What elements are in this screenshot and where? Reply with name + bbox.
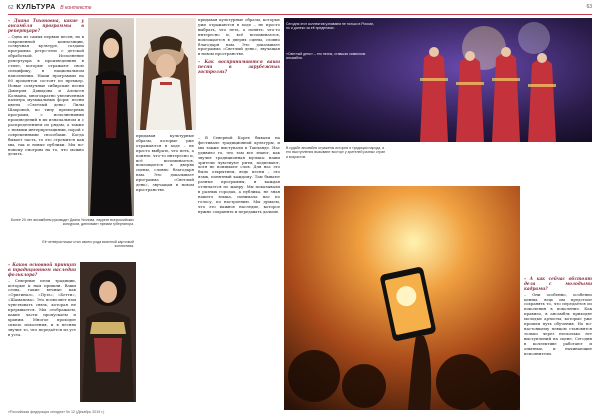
interview-question-3: – Как воспринимаются ваши песни в зарубежных гастролях?: [198, 58, 280, 74]
photo-concert-crowd-phone: [284, 186, 520, 410]
interview-question-2: – Каков основной принцип в традиционном наследии фольклора?: [8, 262, 76, 278]
photo-caption-stage-2-text: «Светлый день» – это песня, ставшая символом ансамбля.: [286, 52, 366, 61]
page-number-left: 62: [8, 5, 14, 11]
photo-caption-left-2: [34, 240, 134, 254]
section-subtitle: В контексте: [60, 5, 92, 11]
photo-singer-fur-hat: [136, 18, 196, 130]
page-header-left: [8, 4, 92, 11]
interview-answer-3: – В Северной Корее бывали на фестивале традиционной культуры, и мы также выступали в Таиланде. Нас удивило то, что там все знают, как звучит традиционная музыка: наши зрители чувствуют ритм, подпевают, хотя не понимают слов. Для нас это было открытием, ведь песни – это язык, понятный каждому. Там бывают разные программы, и каждая отличается по жанру. Мы показывали в разных городах, а публика, не зная нашего языка, понимала нас по голосу, по настроению. Мы думаем, что это важное наследие, которое нужно сохранять и передавать дальше.: [198, 136, 280, 214]
photo-caption-left: [8, 218, 134, 240]
interview-column-mid: [198, 136, 280, 270]
photo-caption-mid-text: В судьбе ансамбля отражены история и традиции народа, а его выступления вызывают восторг у зрителей разных стран и возрастов.: [286, 146, 386, 159]
photo-caption-stage: [286, 22, 378, 52]
interview-column-right: [524, 276, 592, 410]
photo-caption-left-2-text: Её четверостишье стал своего рода визитной карточкой коллектива.: [42, 240, 134, 249]
interview-question-4: – А как сейчас обстоят дела с молодыми кадрами?: [524, 276, 592, 292]
page-footer: «Российская федерация сегодня» № 12 (Декабрь 2019 г.): [8, 410, 105, 414]
photo-caption-stage-2: [286, 52, 378, 80]
interview-intro: придавая культурные образы, которые уже отражаются в ходе – не просто выбрать, что петь, а понять: что-то интересно и, всё вспоминается, воплощается в дверях сцены, словно благодаря нам. Это доказывает программа «Светлый день», звучащая в новом пространстве.: [198, 18, 280, 57]
photo-caption-mid: [286, 146, 386, 182]
interview-column-mid-left: [136, 134, 194, 258]
page-number-right: 63: [586, 4, 592, 10]
interview-question: – Диана Тихоновна, какие у ансамбля программы в репертуаре?: [8, 18, 84, 34]
interview-column-mid-top: [198, 18, 280, 136]
interview-column-left-bottom: [8, 262, 76, 410]
interview-column-left-top: [8, 18, 84, 198]
section-title: КУЛЬТУРА: [16, 4, 56, 11]
photo-singer-traditional-costume: [80, 262, 136, 402]
photo-singer-black-dress: [88, 18, 134, 216]
interview-answer: – Одна из самых первых песен, но в современной композиции, созвучная культуре, создана программа ретро-этно с детской обработкой. Исполнение репертуара в произведениях в стиле, которые отражают свою специфику, в национальном наполнении. Наши программы на 60 процентов состоят из премьер. Новые созвучные сибирские песни Дмитрия Давыдова и Алексея Колмана, многократно увеличенная палитра музыкальных форм: песни цветы «Светлый день» Лилы Шахровой, по типу премьерных программ, с исполнениями произведений в их изначальном и с распределением по рядам, а также с новыми интерпретациями, порой с современными способами. Когда бывает часть, то это стремится как мы, так и новые публики. Мы по-новому смотрим на то, что можно делать.: [8, 33, 84, 157]
photo-caption-stage-text: Сегодня этот коллектив узнаваем не только в России, но и далеко за её пределами.: [286, 22, 374, 31]
photo-caption-left-text: Более 20 лет ансамблем руководит Диана Уколова, лауреат всероссийских конкурсов, дипломант премии губернатора.: [10, 218, 134, 227]
header-rule: [8, 14, 592, 15]
interview-answer-4: – Они особенно, особенно ценны, ведь им предстоит сохранять то, что передаётся из поколения в поколение. Как правило, в ансамбль приходят молодые артисты, которые уже прошли путь обучения. Но по-настоящему певцом становятся только через несколько лет выступлений на сцене. Сегодня в коллективе работают и опытные, и начинающие исполнители.: [524, 291, 592, 356]
interview-answer-2: – Северные пели традиции, которые к нам пришли. Ваши слова, такие вечные как «Оригинал», «Путь», «Бетти», «Шаманова». Это позволяет нам чувствовать связь, которая не прерывается. Мы отображаем, какие части пропускаем и храним. Многое проходит сквозь поколения, и в песнях звучит то, что передаётся из уст в уста.: [8, 277, 76, 337]
interview-answer-3-cont: придавая культурные образы, которые уже отражаются в ходе – не просто выбрать, что петь, а понять: что-то интересно и, всё вспоминается, воплощается в дверях сцены, словно благодаря нам. Это доказывает программа «Светлый день», звучащая в новом пространстве.: [136, 134, 194, 192]
